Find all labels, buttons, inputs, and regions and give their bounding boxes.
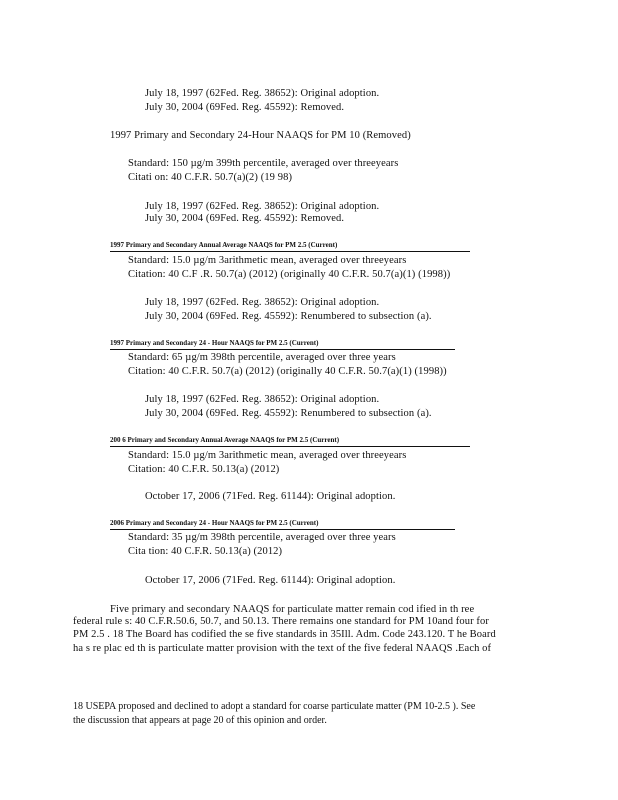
standard-line: Standard: 15.0 µg/m 3arithmetic mean, averaged over threeyears xyxy=(128,255,407,266)
section-heading: 200 6 Primary and Secondary Annual Average NAAQS for PM 2.5 (Current) xyxy=(110,436,470,447)
paragraph-line: ha s re plac ed th is particulate matter provision with the text of the five federal NAAQS .Each of xyxy=(73,643,492,654)
history-line: October 17, 2006 (71Fed. Reg. 61144): Original adoption. xyxy=(145,575,396,586)
history-line: July 18, 1997 (62Fed. Reg. 38652): Original adoption. xyxy=(145,201,380,212)
standard-line: Standard: 35 µg/m 398th percentile, averaged over three years xyxy=(128,532,396,543)
history-line: July 18, 1997 (62Fed. Reg. 38652): Original adoption. xyxy=(145,394,380,405)
standard-line: Standard: 65 µg/m 398th percentile, averaged over three years xyxy=(128,352,396,363)
paragraph-line: federal rule s: 40 C.F.R.50.6, 50.7, and 50.13. There remains one standard for PM 10and four for xyxy=(73,616,489,627)
history-line: July 30, 2004 (69Fed. Reg. 45592): Renumbered to subsection (a). xyxy=(145,311,432,322)
citation-line: Citation: 40 C.F .R. 50.7(a) (2012) (originally 40 C.F.R. 50.7(a)(1) (1998)) xyxy=(128,269,451,280)
standard-line: Standard: 150 µg/m 399th percentile, averaged over threeyears xyxy=(128,158,399,169)
paragraph-line: Five primary and secondary NAAQS for particulate matter remain cod ified in th ree xyxy=(110,604,475,615)
history-line: July 30, 2004 (69Fed. Reg. 45592): Removed. xyxy=(145,213,345,224)
section-heading: 1997 Primary and Secondary Annual Average NAAQS for PM 2.5 (Current) xyxy=(110,241,470,252)
section-heading: 1997 Primary and Secondary 24 - Hour NAAQS for PM 2.5 (Current) xyxy=(110,339,455,350)
section-heading: 2006 Primary and Secondary 24 - Hour NAAQS for PM 2.5 (Current) xyxy=(110,519,455,530)
paragraph-line: PM 2.5 . 18 The Board has codified the se five standards in 35Ill. Adm. Code 243.120. T he Board xyxy=(73,629,496,640)
standard-line: Standard: 15.0 µg/m 3arithmetic mean, averaged over threeyears xyxy=(128,450,407,461)
section-heading: 1997 Primary and Secondary 24-Hour NAAQS for PM 10 (Removed) xyxy=(110,130,411,141)
citation-line: Citation: 40 C.F.R. 50.13(a) (2012) xyxy=(128,464,280,475)
history-line: October 17, 2006 (71Fed. Reg. 61144): Original adoption. xyxy=(145,491,396,502)
citation-line: Citation: 40 C.F.R. 50.7(a) (2012) (originally 40 C.F.R. 50.7(a)(1) (1998)) xyxy=(128,366,447,377)
history-line: July 18, 1997 (62Fed. Reg. 38652): Original adoption. xyxy=(145,297,380,308)
history-line: July 30, 2004 (69Fed. Reg. 45592): Removed. xyxy=(145,102,345,113)
citation-line: Cita tion: 40 C.F.R. 50.13(a) (2012) xyxy=(128,546,283,557)
history-line: July 18, 1997 (62Fed. Reg. 38652): Original adoption. xyxy=(145,88,380,99)
history-line: July 30, 2004 (69Fed. Reg. 45592): Renumbered to subsection (a). xyxy=(145,408,432,419)
citation-line: Citati on: 40 C.F.R. 50.7(a)(2) (19 98) xyxy=(128,172,293,183)
footnote-line: the discussion that appears at page 20 of this opinion and order. xyxy=(73,715,327,726)
footnote-line: 18 USEPA proposed and declined to adopt a standard for coarse particulate matter (PM 10-2.5 ). See xyxy=(73,701,476,712)
